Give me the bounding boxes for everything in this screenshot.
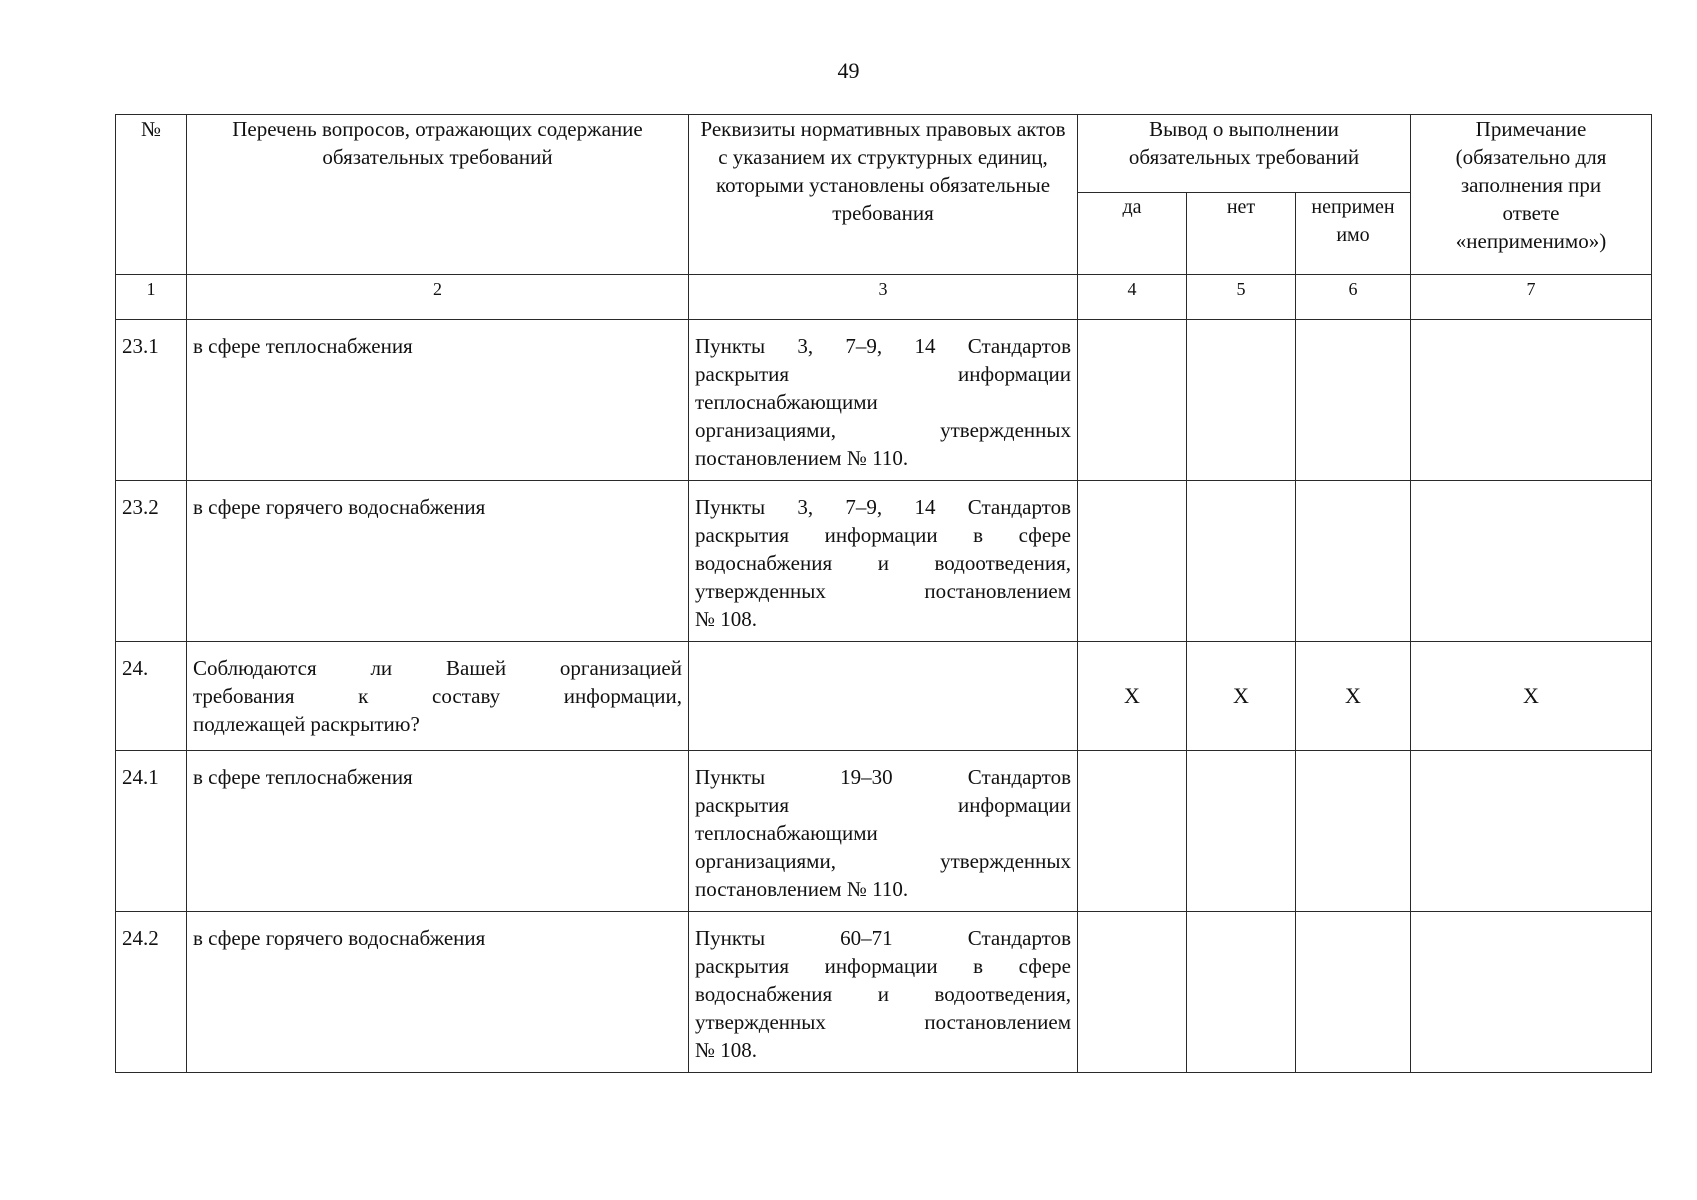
reference-line: организациями, утвержденных [695,418,1071,442]
row-question: в сфере теплоснабжения [187,320,689,481]
answer-not-applicable-cell[interactable] [1296,912,1411,1073]
column-number-7: 7 [1411,275,1652,320]
header-questions: Перечень вопросов, отражающих содержание обязательных требований [187,115,689,275]
column-number-6: 6 [1296,275,1411,320]
reference-line: Пункты 3, 7–9, 14 Стандартов [695,334,1071,358]
note-mark: X [1411,642,1652,751]
header-conclusion-group: Вывод о выполнении обязательных требований [1078,115,1411,193]
header-not-applicable-line1: непримен [1311,196,1395,218]
reference-line: утвержденных постановлением [695,1010,1071,1034]
header-yes: да [1078,193,1187,275]
reference-line: теплоснабжающими [695,390,878,414]
row-reference [689,481,1078,642]
column-number-5: 5 [1187,275,1296,320]
reference-line: водоснабжения и водоотведения, [695,551,1071,575]
note-cell[interactable] [1411,481,1652,642]
row-number: 24.2 [116,912,187,1073]
answer-no-cell[interactable] [1187,320,1296,481]
header-not-applicable [1296,193,1411,275]
note-cell[interactable] [1411,320,1652,481]
requirements-checklist-table [115,114,1652,1073]
row-number: 23.2 [116,481,187,642]
answer-no-cell[interactable] [1187,912,1296,1073]
answer-yes-cell[interactable] [1078,320,1187,481]
table-row [116,751,1652,912]
reference-line: № 108. [695,607,758,631]
row-number: 24. [116,642,187,751]
answer-not-applicable-cell[interactable] [1296,481,1411,642]
column-number-2: 2 [187,275,689,320]
row-question: в сфере горячего водоснабжения [187,912,689,1073]
row-number: 24.1 [116,751,187,912]
reference-line: постановлением № 110. [695,446,909,470]
header-not-applicable-line2: имо [1336,224,1370,246]
page-number: 49 [837,58,860,83]
answer-no-mark: X [1187,642,1296,751]
row-reference [689,642,1078,751]
reference-line: водоснабжения и водоотведения, [695,982,1071,1006]
question-line: требования к составу информации, [193,684,682,708]
column-number-3: 3 [689,275,1078,320]
answer-yes-cell[interactable] [1078,912,1187,1073]
table-row [116,912,1652,1073]
reference-line: теплоснабжающими [695,821,878,845]
header-number: № [116,115,187,275]
answer-yes-mark: X [1078,642,1187,751]
answer-no-cell[interactable] [1187,481,1296,642]
reference-line: раскрытия информации [695,362,1071,386]
header-no: нет [1187,193,1296,275]
answer-not-applicable-cell[interactable] [1296,320,1411,481]
answer-no-cell[interactable] [1187,751,1296,912]
question-line: Соблюдаются ли Вашей организацией [193,656,682,680]
answer-yes-cell[interactable] [1078,751,1187,912]
answer-not-applicable-mark: X [1296,642,1411,751]
header-legal-references: Реквизиты нормативных правовых актов с указанием их структурных единиц, которыми установлены обязательные требования [689,115,1078,275]
table-row [116,642,1652,751]
answer-not-applicable-cell[interactable] [1296,751,1411,912]
reference-line: Пункты 60–71 Стандартов [695,926,1071,950]
reference-line: Пункты 19–30 Стандартов [695,765,1071,789]
reference-line: раскрытия информации в сфере [695,954,1071,978]
reference-line: утвержденных постановлением [695,579,1071,603]
note-cell[interactable] [1411,912,1652,1073]
column-number-4: 4 [1078,275,1187,320]
row-number: 23.1 [116,320,187,481]
row-question [187,642,689,751]
row-reference [689,751,1078,912]
reference-line: организациями, утвержденных [695,849,1071,873]
note-cell[interactable] [1411,751,1652,912]
reference-line: раскрытия информации в сфере [695,523,1071,547]
reference-line: Пункты 3, 7–9, 14 Стандартов [695,495,1071,519]
reference-line: постановлением № 110. [695,877,909,901]
header-note: Примечание (обязательно для заполнения при ответе «неприменимо») [1411,115,1652,275]
column-number-1: 1 [116,275,187,320]
table-row [116,481,1652,642]
row-question: в сфере горячего водоснабжения [187,481,689,642]
row-reference [689,320,1078,481]
question-line: подлежащей раскрытию? [193,712,420,736]
reference-line: № 108. [695,1038,758,1062]
row-question: в сфере теплоснабжения [187,751,689,912]
answer-yes-cell[interactable] [1078,481,1187,642]
reference-line: раскрытия информации [695,793,1071,817]
table-row [116,320,1652,481]
row-reference [689,912,1078,1073]
